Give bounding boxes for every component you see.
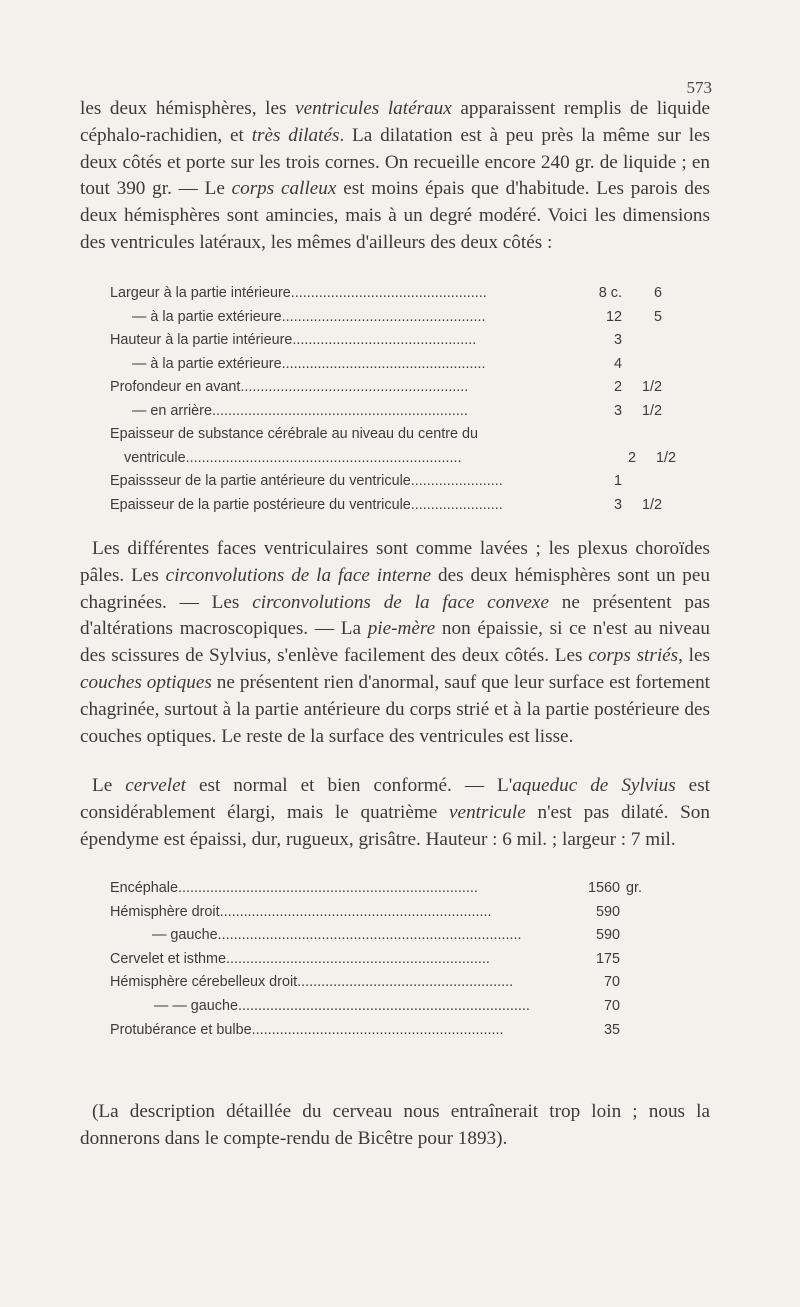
italic-term: très dilatés xyxy=(251,124,340,146)
paragraph-cerebellum xyxy=(80,773,710,853)
weight-label: — — gauche......................................................................... xyxy=(154,997,530,1014)
dimension-value: 4 xyxy=(613,355,622,372)
dimension-value: 8 c. xyxy=(598,285,622,301)
text-run: , les xyxy=(678,645,710,667)
italic-term: aqueduc de Sylvius xyxy=(512,775,676,796)
text-run: ne présentent rien d'anormal, sauf que leur surface est fortement chagrinée, surtout à la partie antérieure du corps strié et à la partie postérieure des couches optiques. Le reste de la surface des ventricules est lisse. xyxy=(80,671,710,747)
dimension-fraction: 1/2 xyxy=(655,449,676,466)
dimension-label: Epaissseur de la partie antérieure du ventricule....................... xyxy=(110,473,503,489)
dimension-label: Epaisseur de substance cérébrale au niveau du centre du xyxy=(110,426,479,442)
text-run: est normal et bien conformé. — L' xyxy=(185,775,513,796)
dimension-row xyxy=(110,426,710,450)
dimension-value: 3 xyxy=(613,332,622,348)
text-run: des deux hémisphères sont un peu chagrinées. — Les xyxy=(80,564,710,613)
dimension-row xyxy=(110,356,710,380)
weight-value: 590 xyxy=(595,927,620,944)
text-run: . La dilatation est à peu près la même sur les deux côtés et porte sur les trois cornes. On recueille encore 240 gr. de liquide ; en tout 390 gr. — Le xyxy=(80,124,711,200)
paragraph-ventricles xyxy=(80,96,710,257)
dimension-value: 1 xyxy=(613,473,622,489)
weight-value: 1560 xyxy=(587,880,620,896)
weight-row xyxy=(110,880,710,904)
italic-term: cervelet xyxy=(125,775,186,796)
italic-term: circonvolutions de la face convexe xyxy=(252,591,549,613)
weight-label: Protubérance et bulbe............................................................... xyxy=(110,1021,504,1038)
italic-term: corps calleux xyxy=(231,178,337,200)
paragraph-surfaces xyxy=(80,536,710,750)
dimension-label: Largeur à la partie intérieure................................................. xyxy=(110,285,487,301)
weight-value: 35 xyxy=(603,1021,620,1038)
weight-label: Hémisphère droit.................................................................... xyxy=(110,903,492,920)
dimension-label: ventricule..................................................................... xyxy=(124,449,462,466)
weight-value: 175 xyxy=(595,950,620,967)
weight-unit: gr. xyxy=(626,880,642,896)
weight-value: 70 xyxy=(603,997,620,1014)
dimension-row xyxy=(110,497,710,521)
weights-table xyxy=(110,880,710,1045)
dimension-label: Hauteur à la partie intérieure.............................................. xyxy=(110,332,477,348)
text-run: est moins épais que d'habitude. Les parois des deux hémisphères sont amincies, mais à un degré modéré. Voici les dimensions des ventricules latéraux, les mêmes d'ailleurs des deux côtés : xyxy=(80,178,710,253)
paragraph-note: (La description détaillée du cerveau nous entraînerait trop loin ; nous la donnerons dans le compte-rendu de Bicêtre pour 1893). xyxy=(80,1101,710,1149)
dimension-row xyxy=(110,309,710,333)
text-run: Les différentes faces ventriculaires sont comme lavées ; les plexus choroïdes pâles. Les xyxy=(80,538,710,586)
dimension-label: — à la partie extérieure................................................... xyxy=(132,308,486,325)
page-number: 573 xyxy=(686,78,712,97)
weight-label: Encéphale........................................................................... xyxy=(110,880,478,896)
text-run: est considérablement élargi, mais le quatrième xyxy=(80,775,710,823)
dimension-fraction: 1/2 xyxy=(641,379,662,395)
weight-label: Cervelet et isthme.................................................................. xyxy=(110,950,490,967)
dimensions-table xyxy=(110,285,710,520)
weight-row xyxy=(110,998,710,1022)
dimension-value: 2 xyxy=(613,379,622,395)
dimension-row xyxy=(110,285,710,309)
text-run: Le xyxy=(92,775,126,796)
italic-term: pie-mère xyxy=(367,618,436,640)
italic-term: ventricules latéraux xyxy=(295,98,452,119)
text-run: non épaissie, si ce n'est au niveau des scissures de Sylvius, s'enlève facilement des deux côtés. Les xyxy=(80,618,710,667)
text-run: les deux hémisphères, les xyxy=(80,98,296,119)
dimension-fraction: 1/2 xyxy=(641,402,662,419)
dimension-row xyxy=(110,450,710,474)
italic-term: circonvolutions de la face interne xyxy=(165,564,432,586)
dimension-label: Epaisseur de la partie postérieure du ventricule....................... xyxy=(110,496,503,513)
dimension-row xyxy=(110,379,710,403)
weight-row xyxy=(110,904,710,928)
dimension-row xyxy=(110,473,710,497)
weight-value: 70 xyxy=(603,974,620,991)
dimension-fraction: 5 xyxy=(653,308,662,325)
weight-value: 590 xyxy=(595,903,620,920)
italic-term: corps striés xyxy=(588,645,679,667)
weight-label: — gauche............................................................................ xyxy=(152,927,522,944)
dimension-fraction: 1/2 xyxy=(641,496,662,513)
italic-term: ventricule xyxy=(449,801,526,823)
dimension-label: Profondeur en avant......................................................... xyxy=(110,379,469,395)
dimension-value: 3 xyxy=(613,402,622,419)
weight-row xyxy=(110,927,710,951)
dimension-row xyxy=(110,403,710,427)
dimension-label: — à la partie extérieure................................................... xyxy=(132,355,486,372)
dimension-value: 12 xyxy=(605,308,622,325)
text-run: apparaissent remplis de liquide céphalo-rachidien, et xyxy=(80,98,710,146)
weight-row xyxy=(110,974,710,998)
dimension-fraction: 6 xyxy=(653,285,662,301)
weight-row xyxy=(110,1022,710,1046)
weight-label: Hémisphère cérebelleux droit...................................................... xyxy=(110,974,514,991)
weight-row xyxy=(110,951,710,975)
text-run: n'est pas dilaté. Son épendyme est épaissi, dur, rugueux, grisâtre. Hauteur : 6 mil. ; largeur : 7 mil. xyxy=(80,801,710,850)
italic-term: couches optiques xyxy=(80,671,212,693)
text-run: ne présentent pas d'altérations macroscopiques. — La xyxy=(80,591,710,640)
dimension-row xyxy=(110,332,710,356)
dimension-label: — en arrière................................................................ xyxy=(132,402,468,419)
dimension-value: 2 xyxy=(627,449,636,466)
dimension-value: 3 xyxy=(613,496,622,513)
